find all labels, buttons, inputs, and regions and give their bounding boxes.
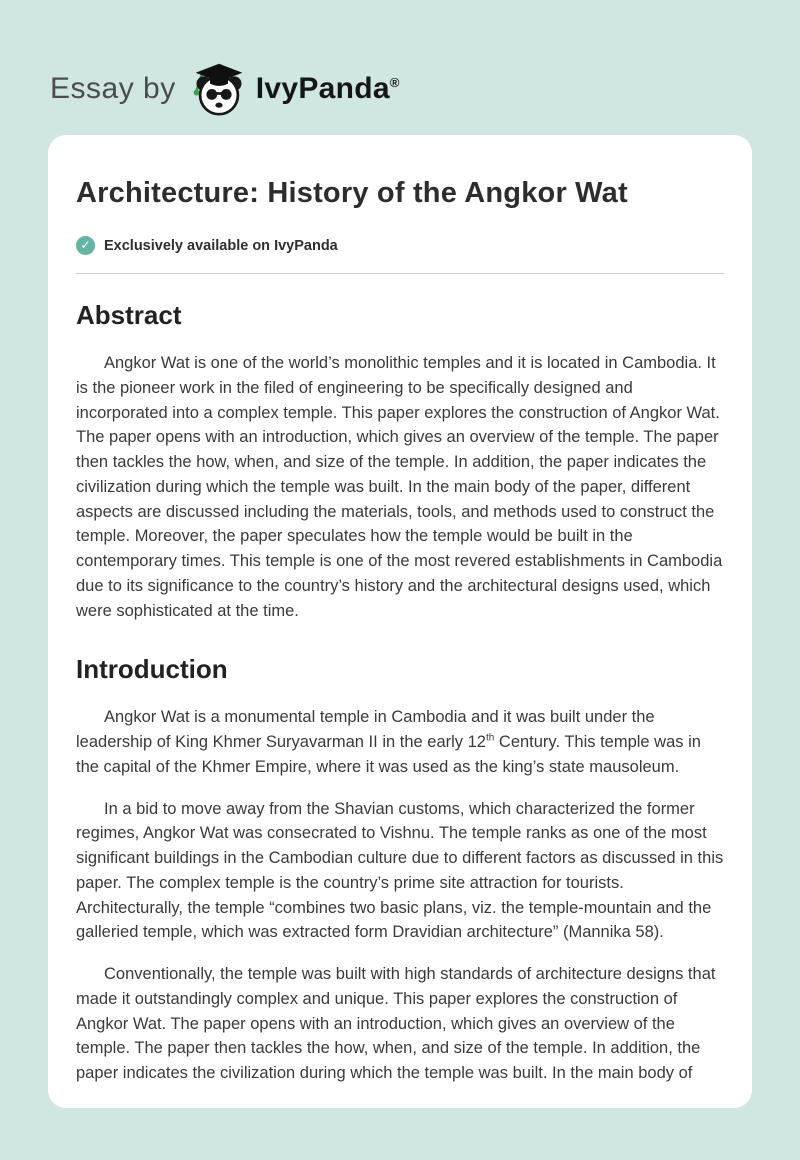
intro-paragraph-3: Conventionally, the temple was built with high standards of architecture designs that made it outstandingly complex and unique. This paper explores the construction of Angkor Wat. The paper opens with an introduction, which gives an overview of the temple. The paper then tackles the how, when, and size of the temple. In addition, the paper indicates the civilization during which the temple was built. In the main body of [76,965,716,1082]
brand-name [256,72,400,106]
introduction-heading: Introduction [76,654,228,685]
essay-by-label: Essay by [50,71,176,105]
intro-p1-text-before: Angkor Wat is a monumental temple in Cambodia and it was built under the leadership of King Khmer Suryavarman II in the early 12 [76,708,655,751]
intro-p1-superscript: th [485,732,495,744]
availability-text: Exclusively available on IvyPanda [104,237,338,254]
essay-card [48,135,752,1108]
abstract-heading: Abstract [76,300,182,330]
essay-title: Architecture: History of the Angkor Wat [76,177,628,209]
intro-paragraph-1 [76,705,724,779]
registered-mark: ® [389,74,400,90]
section-gap [76,640,724,650]
abstract-paragraph: Angkor Wat is one of the world’s monolithic temples and it is located in Cambodia. It is the pioneer work in the filed of engineering to be specifically designed and incorporated into a complex temple. This paper explores the construction of Angkor Wat. The paper opens with an introduction, which gives an overview of the temple. The paper then tackles the how, when, and size of the temple. In addition, the paper indicates the civilization during which the temple was built. In the main body of the paper, different aspects are discussed including the materials, tools, and methods used to construct the temple. Moreover, the paper speculates how the temple would be built in the contemporary times. This temple is one of the most revered establishments in Cambodia due to its significance to the country’s history and the architectural designs used, which were sophisticated at the time. [76,354,723,620]
ivypanda-logo [190,62,400,116]
intro-p1-text-after: Century. This temple was in the capital of the Khmer Empire, where it was used as the king’s state mausoleum. [76,733,701,776]
brand-text: IvyPanda [255,71,390,105]
check-icon: ✓ [76,236,95,255]
intro-paragraph-2: In a bid to move away from the Shavian customs, which characterized the former regimes, Angkor Wat was consecrated to Vishnu. The temple ranks as one of the most significant buildings in the Cambodian culture due to different factors as discussed in this paper. The complex temple is the country’s prime site attraction for tourists. Architecturally, the temple “combines two basic plans, viz. the temple-mountain and the galleried temple, which was extracted form Dravidian architecture” (Mannika 58). [76,799,724,942]
panda-graduation-cap-icon [190,62,248,116]
availability-badge [76,236,724,255]
divider [76,273,724,274]
page-header [0,0,800,135]
